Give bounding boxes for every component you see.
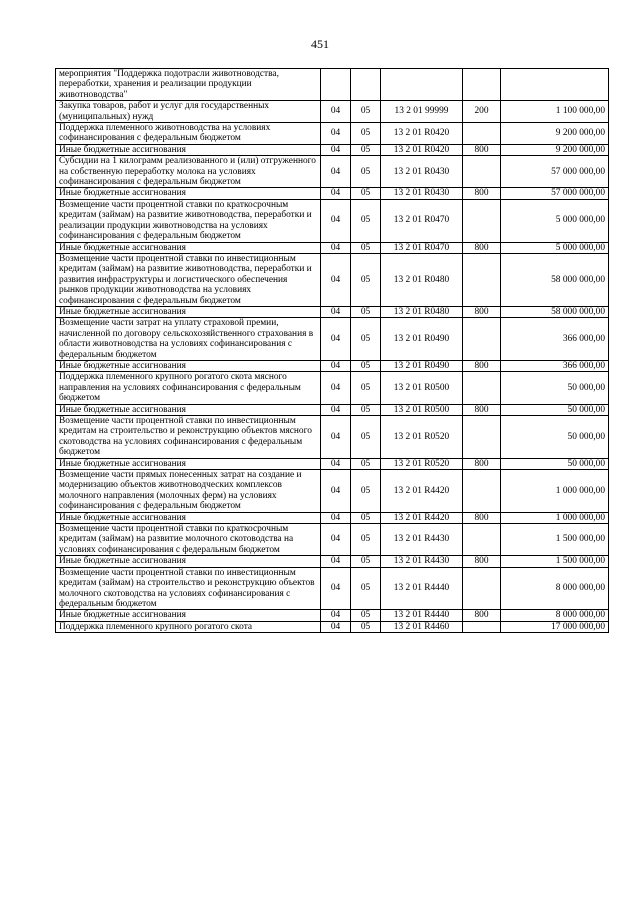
expense-item-name: Иные бюджетные ассигнования — [56, 144, 321, 155]
section-code: 04 — [321, 101, 351, 123]
amount: 366 000,00 — [501, 318, 609, 361]
section-code: 04 — [321, 416, 351, 459]
table-row — [56, 610, 609, 621]
target-article-code: 13 2 01 R0430 — [381, 156, 463, 188]
table-row — [56, 416, 609, 459]
expense-item-name: Поддержка племенного крупного рогатого скота мясного направления на условиях софинансирования с федеральным бюджетом — [56, 372, 321, 404]
section-code: 04 — [321, 306, 351, 317]
target-article-code: 13 2 01 R0420 — [381, 123, 463, 145]
section-code: 04 — [321, 524, 351, 556]
table-row — [56, 69, 609, 101]
subsection-code: 05 — [351, 123, 381, 145]
section-code: 04 — [321, 156, 351, 188]
table-row — [56, 360, 609, 371]
expense-item-name: Иные бюджетные ассигнования — [56, 306, 321, 317]
table-row — [56, 470, 609, 513]
expense-item-name: Возмещение части затрат на уплату страховой премии, начисленной по договору сельскохозяйственного страхования в области животноводства на условиях софинансирования с федеральным бюджетом — [56, 318, 321, 361]
amount: 50 000,00 — [501, 458, 609, 469]
target-article-code: 13 2 01 99999 — [381, 101, 463, 123]
subsection-code: 05 — [351, 101, 381, 123]
amount — [501, 69, 609, 101]
expense-type-code: 800 — [463, 188, 501, 199]
target-article-code: 13 2 01 R0520 — [381, 416, 463, 459]
amount: 8 000 000,00 — [501, 610, 609, 621]
subsection-code: 05 — [351, 242, 381, 253]
expense-item-name: Иные бюджетные ассигнования — [56, 242, 321, 253]
section-code: 04 — [321, 458, 351, 469]
amount: 50 000,00 — [501, 372, 609, 404]
target-article-code: 13 2 01 R0520 — [381, 458, 463, 469]
target-article-code: 13 2 01 R0420 — [381, 144, 463, 155]
table-row — [56, 306, 609, 317]
section-code — [321, 69, 351, 101]
expense-item-name: Иные бюджетные ассигнования — [56, 610, 321, 621]
expense-item-name: Иные бюджетные ассигнования — [56, 360, 321, 371]
expense-type-code — [463, 470, 501, 513]
amount: 57 000 000,00 — [501, 188, 609, 199]
expense-type-code: 800 — [463, 242, 501, 253]
expense-type-code — [463, 621, 501, 632]
amount: 17 000 000,00 — [501, 621, 609, 632]
target-article-code: 13 2 01 R0500 — [381, 404, 463, 415]
subsection-code: 05 — [351, 404, 381, 415]
table-row — [56, 144, 609, 155]
amount: 5 000 000,00 — [501, 242, 609, 253]
expense-item-name: мероприятия "Поддержка подотрасли животноводства, переработки, хранения и реализации продукции животноводства" — [56, 69, 321, 101]
target-article-code: 13 2 01 R0480 — [381, 253, 463, 306]
amount: 1 500 000,00 — [501, 556, 609, 567]
table-row — [56, 512, 609, 523]
subsection-code: 05 — [351, 372, 381, 404]
expense-type-code — [463, 253, 501, 306]
expense-item-name: Иные бюджетные ассигнования — [56, 188, 321, 199]
expense-item-name: Возмещение части прямых понесенных затрат на создание и модернизацию объектов животноводческих комплексов молочного направления (молочных ферм) на условиях софинансирования с федеральным бюджетом — [56, 470, 321, 513]
expense-type-code — [463, 69, 501, 101]
section-code: 04 — [321, 372, 351, 404]
expense-item-name: Поддержка племенного животноводства на условиях софинансирования с федеральным бюджетом — [56, 123, 321, 145]
expense-type-code — [463, 318, 501, 361]
expense-type-code: 200 — [463, 101, 501, 123]
amount: 58 000 000,00 — [501, 306, 609, 317]
target-article-code: 13 2 01 R0470 — [381, 199, 463, 242]
amount: 1 000 000,00 — [501, 512, 609, 523]
table-row — [56, 621, 609, 632]
target-article-code: 13 2 01 R0480 — [381, 306, 463, 317]
page-number: 451 — [311, 37, 329, 51]
subsection-code: 05 — [351, 416, 381, 459]
section-code: 04 — [321, 556, 351, 567]
section-code: 04 — [321, 610, 351, 621]
subsection-code: 05 — [351, 470, 381, 513]
expense-item-name: Возмещение части процентной ставки по инвестиционным кредитам на строительство и реконструкцию объектов мясного скотоводства на условиях софинансирования с федеральным бюджетом — [56, 416, 321, 459]
budget-table — [55, 68, 609, 633]
subsection-code: 05 — [351, 524, 381, 556]
amount: 1 100 000,00 — [501, 101, 609, 123]
expense-item-name: Иные бюджетные ассигнования — [56, 458, 321, 469]
subsection-code: 05 — [351, 144, 381, 155]
table-row — [56, 123, 609, 145]
expense-item-name: Возмещение части процентной ставки по инвестиционным кредитам (займам) на строительство и реконструкцию объектов молочного скотоводства на условиях софинансирования с федеральным бюджетом — [56, 567, 321, 610]
expense-type-code: 800 — [463, 404, 501, 415]
subsection-code: 05 — [351, 306, 381, 317]
subsection-code: 05 — [351, 199, 381, 242]
expense-type-code — [463, 156, 501, 188]
section-code: 04 — [321, 144, 351, 155]
section-code: 04 — [321, 188, 351, 199]
section-code: 04 — [321, 253, 351, 306]
target-article-code: 13 2 01 R0500 — [381, 372, 463, 404]
section-code: 04 — [321, 404, 351, 415]
amount: 9 200 000,00 — [501, 144, 609, 155]
table-row — [56, 404, 609, 415]
amount: 1 500 000,00 — [501, 524, 609, 556]
expense-type-code: 800 — [463, 144, 501, 155]
expense-item-name: Закупка товаров, работ и услуг для государственных (муниципальных) нужд — [56, 101, 321, 123]
section-code: 04 — [321, 470, 351, 513]
expense-type-code: 800 — [463, 610, 501, 621]
subsection-code: 05 — [351, 188, 381, 199]
target-article-code — [381, 69, 463, 101]
expense-item-name: Возмещение части процентной ставки по инвестиционным кредитам (займам) на развитие животноводства, переработки и развития инфраструктуры и логистического обеспечения рынков продукции животноводства на условиях софинансирования с федеральным бюджетом — [56, 253, 321, 306]
target-article-code: 13 2 01 R4420 — [381, 512, 463, 523]
amount: 58 000 000,00 — [501, 253, 609, 306]
section-code: 04 — [321, 360, 351, 371]
target-article-code: 13 2 01 R0470 — [381, 242, 463, 253]
table-row — [56, 199, 609, 242]
expense-item-name: Иные бюджетные ассигнования — [56, 404, 321, 415]
table-row — [56, 372, 609, 404]
table-row — [56, 524, 609, 556]
subsection-code: 05 — [351, 253, 381, 306]
expense-item-name: Иные бюджетные ассигнования — [56, 556, 321, 567]
expense-item-name: Субсидии на 1 килограмм реализованного и (или) отгруженного на собственную переработку молока на условиях софинансирования с федеральным бюджетом — [56, 156, 321, 188]
expense-type-code: 800 — [463, 306, 501, 317]
expense-type-code — [463, 199, 501, 242]
subsection-code: 05 — [351, 512, 381, 523]
subsection-code — [351, 69, 381, 101]
table-row — [56, 318, 609, 361]
amount: 8 000 000,00 — [501, 567, 609, 610]
amount: 1 000 000,00 — [501, 470, 609, 513]
table-row — [56, 458, 609, 469]
subsection-code: 05 — [351, 621, 381, 632]
section-code: 04 — [321, 199, 351, 242]
expense-type-code: 800 — [463, 458, 501, 469]
subsection-code: 05 — [351, 360, 381, 371]
section-code: 04 — [321, 621, 351, 632]
expense-item-name: Иные бюджетные ассигнования — [56, 512, 321, 523]
target-article-code: 13 2 01 R0430 — [381, 188, 463, 199]
expense-type-code — [463, 567, 501, 610]
section-code: 04 — [321, 123, 351, 145]
subsection-code: 05 — [351, 567, 381, 610]
amount: 50 000,00 — [501, 404, 609, 415]
subsection-code: 05 — [351, 156, 381, 188]
target-article-code: 13 2 01 R4440 — [381, 610, 463, 621]
amount: 57 000 000,00 — [501, 156, 609, 188]
table-row — [56, 242, 609, 253]
amount: 9 200 000,00 — [501, 123, 609, 145]
amount: 50 000,00 — [501, 416, 609, 459]
target-article-code: 13 2 01 R4420 — [381, 470, 463, 513]
subsection-code: 05 — [351, 318, 381, 361]
section-code: 04 — [321, 512, 351, 523]
subsection-code: 05 — [351, 556, 381, 567]
target-article-code: 13 2 01 R0490 — [381, 360, 463, 371]
expense-item-name: Поддержка племенного крупного рогатого скота — [56, 621, 321, 632]
target-article-code: 13 2 01 R4460 — [381, 621, 463, 632]
table-row — [56, 556, 609, 567]
amount: 5 000 000,00 — [501, 199, 609, 242]
section-code: 04 — [321, 567, 351, 610]
table-row — [56, 156, 609, 188]
target-article-code: 13 2 01 R4440 — [381, 567, 463, 610]
subsection-code: 05 — [351, 458, 381, 469]
subsection-code: 05 — [351, 610, 381, 621]
expense-type-code: 800 — [463, 360, 501, 371]
section-code: 04 — [321, 318, 351, 361]
expense-type-code — [463, 524, 501, 556]
target-article-code: 13 2 01 R0490 — [381, 318, 463, 361]
expense-type-code — [463, 123, 501, 145]
expense-type-code: 800 — [463, 512, 501, 523]
target-article-code: 13 2 01 R4430 — [381, 556, 463, 567]
expense-item-name: Возмещение части процентной ставки по краткосрочным кредитам (займам) на развитие молочного скотоводства на условиях софинансирования с федеральным бюджетом — [56, 524, 321, 556]
table-row — [56, 253, 609, 306]
expense-item-name: Возмещение части процентной ставки по краткосрочным кредитам (займам) на развитие животноводства, переработки и реализации продукции животноводства на условиях софинансирования с федеральным бюджетом — [56, 199, 321, 242]
expense-type-code: 800 — [463, 556, 501, 567]
amount: 366 000,00 — [501, 360, 609, 371]
expense-type-code — [463, 372, 501, 404]
section-code: 04 — [321, 242, 351, 253]
target-article-code: 13 2 01 R4430 — [381, 524, 463, 556]
table-row — [56, 101, 609, 123]
table-row — [56, 188, 609, 199]
table-row — [56, 567, 609, 610]
expense-type-code — [463, 416, 501, 459]
